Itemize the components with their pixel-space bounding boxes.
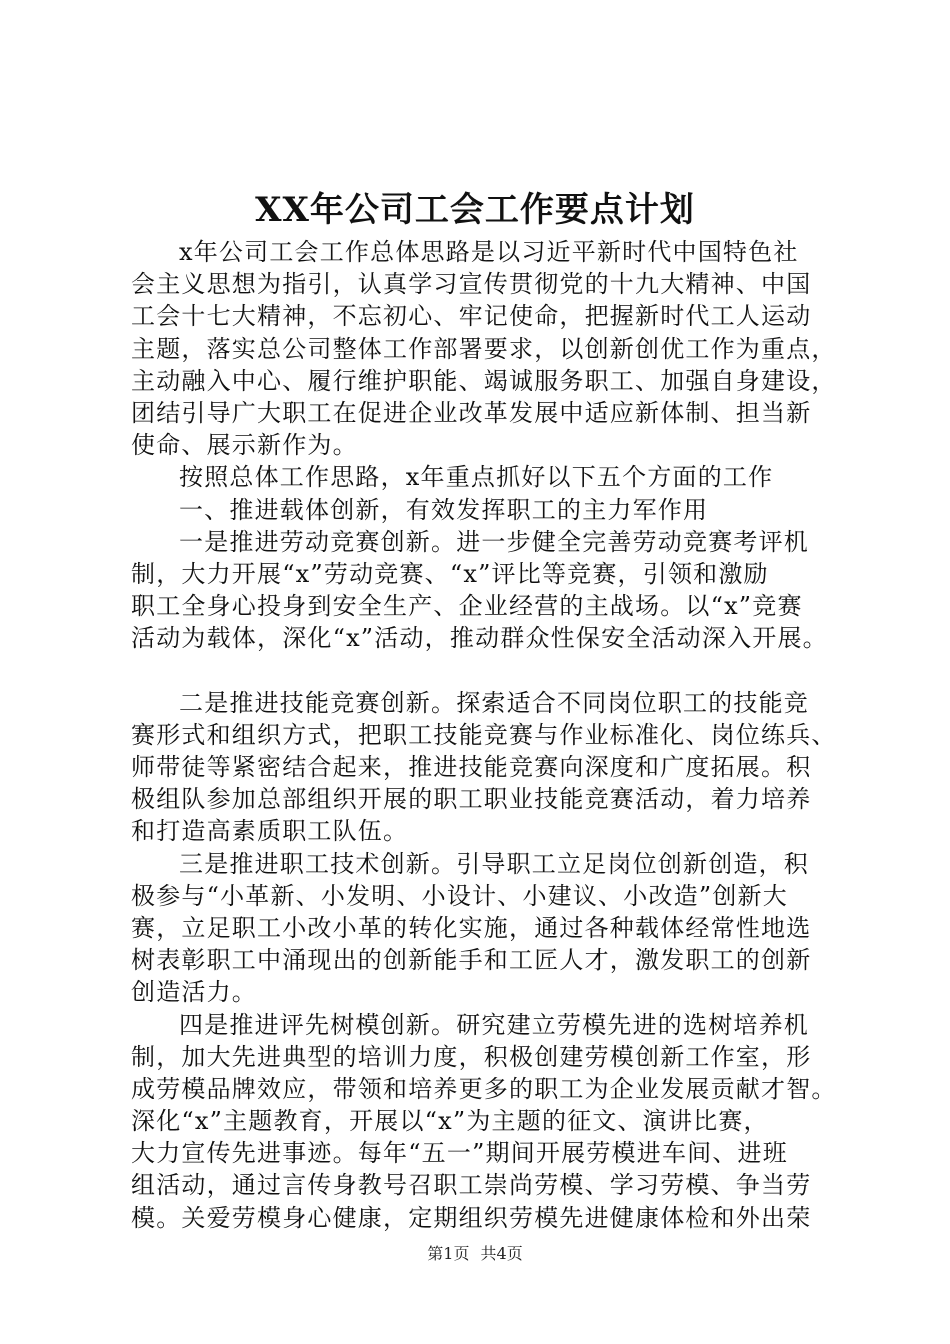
paragraph-line: 大力宣传先进事迹。每年“五一”期间开展劳模进车间、进班 [131, 1139, 788, 1168]
paragraph-line: 团结引导广大职工在促进企业改革发展中适应新体制、担当新 [131, 398, 812, 427]
paragraph-line: 组活动，通过言传身教号召职工崇尚劳模、学习劳模、争当劳 [131, 1171, 812, 1200]
paragraph-line: 制，加大先进典型的培训力度，积极创建劳模创新工作室，形 [131, 1042, 812, 1071]
section-heading: 一、推进载体创新，有效发挥职工的主力军作用 [179, 495, 709, 524]
paragraph-line: 会主义思想为指引，认真学习宣传贯彻党的十九大精神、中国 [131, 270, 812, 299]
paragraph-line: 四是推进评先树模创新。研究建立劳模先进的选树培养机 [179, 1010, 809, 1039]
paragraph-line: 按照总体工作思路，x年重点抓好以下五个方面的工作 [179, 463, 774, 492]
paragraph-line: 使命、展示新作为。 [131, 431, 358, 460]
paragraph-line: 工会十七大精神，不忘初心、牢记使命，把握新时代工人运动 [131, 302, 812, 331]
paragraph-line: 和打造高素质职工队伍。 [131, 817, 409, 846]
document-body [131, 236, 856, 1234]
paragraph-line: 极参与“小革新、小发明、小设计、小建议、小改造”创新大 [131, 881, 788, 910]
paragraph-line: 活动为载体，深化“x”活动，推动群众性保安全活动深入开展。 [131, 624, 828, 653]
paragraph-line: 二是推进技能竞赛创新。探索适合不同岗位职工的技能竞 [179, 688, 809, 717]
paragraph-line: 职工全身心投身到安全生产、企业经营的主战场。以“x”竞赛 [131, 592, 803, 621]
paragraph-line: 深化“x”主题教育，开展以“x”为主题的征文、演讲比赛， [131, 1107, 769, 1136]
paragraph-line: 树表彰职工中涌现出的创新能手和工匠人才，激发职工的创新 [131, 946, 812, 975]
paragraph-line: 成劳模品牌效应，带领和培养更多的职工为企业发展贡献才智。 [131, 1074, 837, 1103]
paragraph-line: x年公司工会工作总体思路是以习近平新时代中国特色社 [179, 238, 799, 266]
paragraph-line: 三是推进职工技术创新。引导职工立足岗位创新创造，积 [179, 849, 809, 878]
paragraph-line: 创造活力。 [131, 978, 257, 1007]
paragraph-line: 主动融入中心、履行维护职能、竭诚服务职工、加强自身建设， [131, 366, 837, 395]
page-total: 共4页 [480, 1244, 523, 1263]
paragraph-line: 极组队参加总部组织开展的职工职业技能竞赛活动，着力培养 [131, 785, 812, 814]
paragraph-line: 师带徒等紧密结合起来，推进技能竞赛向深度和广度拓展。积 [131, 753, 812, 781]
paragraph-line: 赛形式和组织方式，把职工技能竞赛与作业标准化、岗位练兵、 [131, 720, 837, 749]
page-number: 第1页 [427, 1244, 470, 1263]
paragraph-line: 主题，落实总公司整体工作部署要求，以创新创优工作为重点， [131, 334, 837, 363]
blank-line [131, 654, 856, 686]
paragraph-line: 模。关爱劳模身心健康，定期组织劳模先进健康体检和外出荣 [131, 1203, 812, 1232]
paragraph-line: 一是推进劳动竞赛创新。进一步健全完善劳动竞赛考评机 [179, 527, 809, 556]
page-title: XX年公司工会工作要点计划 [255, 190, 695, 230]
page-footer [0, 1244, 950, 1264]
paragraph-line: 制，大力开展“x”劳动竞赛、“x”评比等竞赛，引领和激励 [131, 559, 769, 588]
paragraph-line: 赛，立足职工小改小革的转化实施，通过各种载体经常性地选 [131, 913, 812, 942]
